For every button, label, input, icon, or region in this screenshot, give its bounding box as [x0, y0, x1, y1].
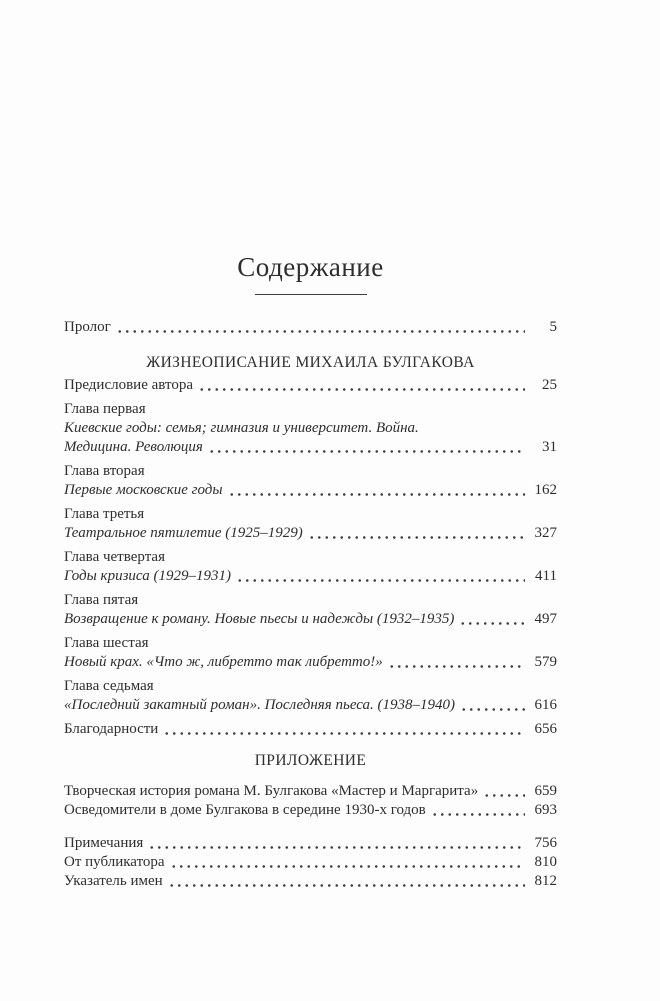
toc-entry: [64, 376, 557, 395]
dot-leader: [116, 330, 525, 333]
dot-leader: [148, 846, 525, 849]
toc-entry-chapter: [64, 505, 557, 543]
chapter-subtitle-text: Киевские годы: семья; гимназия и университет. Война.: [64, 420, 419, 436]
toc-entry: [64, 782, 557, 801]
chapter-subtitle-text: Возвращение к роману. Новые пьесы и надежды (1932–1935): [64, 611, 455, 627]
chapter-subtitle-text: Медицина. Революция: [64, 439, 203, 455]
entry-label: Пролог: [64, 319, 111, 335]
page-number: 31: [542, 439, 557, 455]
chapter-heading: Глава седьмая: [64, 678, 154, 694]
chapter-heading: Глава пятая: [64, 592, 139, 608]
toc-entry: [64, 801, 557, 820]
dot-leader: [308, 536, 525, 539]
chapter-subtitle-text: «Последний закатный роман». Последняя пьеса. (1938–1940): [64, 697, 456, 713]
page-number: 693: [534, 802, 557, 818]
toc-entry-chapter: [64, 462, 557, 500]
chapter-subtitle-pageline: [64, 524, 557, 543]
section-header: ЖИЗНЕОПИСАНИЕ МИХАИЛА БУЛГАКОВА: [146, 354, 475, 371]
chapter-subtitle-pageline: [64, 696, 557, 715]
toc-entry: [64, 853, 557, 872]
chapter-heading: Глава шестая: [64, 635, 149, 651]
page-number: 616: [534, 697, 557, 713]
dot-leader: [431, 813, 525, 816]
page-number: 5: [549, 319, 557, 335]
chapter-subtitle-pageline: [64, 438, 557, 457]
toc-entry-chapter: [64, 634, 557, 672]
chapter-heading: Глава вторая: [64, 463, 145, 479]
dot-leader: [168, 884, 525, 887]
entry-label: Примечания: [64, 835, 144, 851]
chapter-subtitle-text: Театральное пятилетие (1925–1929): [64, 525, 303, 541]
toc-entry-chapter: [64, 591, 557, 629]
dot-leader: [483, 794, 525, 797]
page-title: Содержание: [237, 252, 384, 282]
page-number: 579: [534, 654, 557, 670]
chapter-subtitle-text: Первые московские годы: [64, 482, 223, 498]
entry-label: Благодарности: [64, 721, 159, 737]
toc-entry: [64, 318, 557, 337]
dot-leader: [228, 493, 525, 496]
entry-label: Указатель имен: [64, 873, 163, 889]
title-rule: [255, 294, 367, 295]
chapter-heading: Глава первая: [64, 401, 146, 417]
chapter-heading: Глава третья: [64, 506, 145, 522]
page-number: 327: [534, 525, 557, 541]
page-number: 656: [534, 721, 557, 737]
dot-leader: [459, 622, 525, 625]
section-header: ПРИЛОЖЕНИЕ: [254, 752, 367, 769]
chapter-subtitle-pageline: [64, 610, 557, 629]
entry-label: Творческая история романа М. Булгакова «Мастер и Маргарита»: [64, 783, 479, 799]
toc-entry-chapter: [64, 400, 557, 457]
dot-leader: [163, 732, 525, 735]
page-number: 810: [534, 854, 557, 870]
dot-leader: [170, 865, 525, 868]
dot-leader: [236, 579, 525, 582]
entry-label: Осведомители в доме Булгакова в середине 1930-х годов: [64, 802, 426, 818]
page-number: 659: [534, 783, 557, 799]
chapter-subtitle-pageline: [64, 653, 557, 672]
toc-entry-chapter: [64, 548, 557, 586]
chapter-heading: Глава четвертая: [64, 549, 165, 565]
dot-leader: [198, 388, 525, 391]
dot-leader: [460, 708, 525, 711]
page-number: 812: [534, 873, 557, 889]
entry-label: Предисловие автора: [64, 377, 193, 393]
page-number: 162: [534, 482, 557, 498]
toc-entry: [64, 872, 557, 891]
dot-leader: [388, 665, 525, 668]
page-number: 411: [535, 568, 557, 584]
entry-label: От публикатора: [64, 854, 165, 870]
dot-leader: [208, 450, 525, 453]
toc-entry: [64, 720, 557, 739]
page-number: 25: [542, 377, 557, 393]
page-number: 497: [534, 611, 557, 627]
chapter-subtitle-text: Годы кризиса (1929–1931): [64, 568, 231, 584]
chapter-subtitle-line: [64, 419, 557, 438]
chapter-subtitle-pageline: [64, 567, 557, 586]
toc-entries: [64, 318, 557, 891]
toc-entry-chapter: [64, 677, 557, 715]
toc-entry: [64, 834, 557, 853]
chapter-subtitle-text: Новый крах. «Что ж, либретто так либретто!»: [64, 654, 383, 670]
page-number: 756: [534, 835, 557, 851]
chapter-subtitle-pageline: [64, 481, 557, 500]
